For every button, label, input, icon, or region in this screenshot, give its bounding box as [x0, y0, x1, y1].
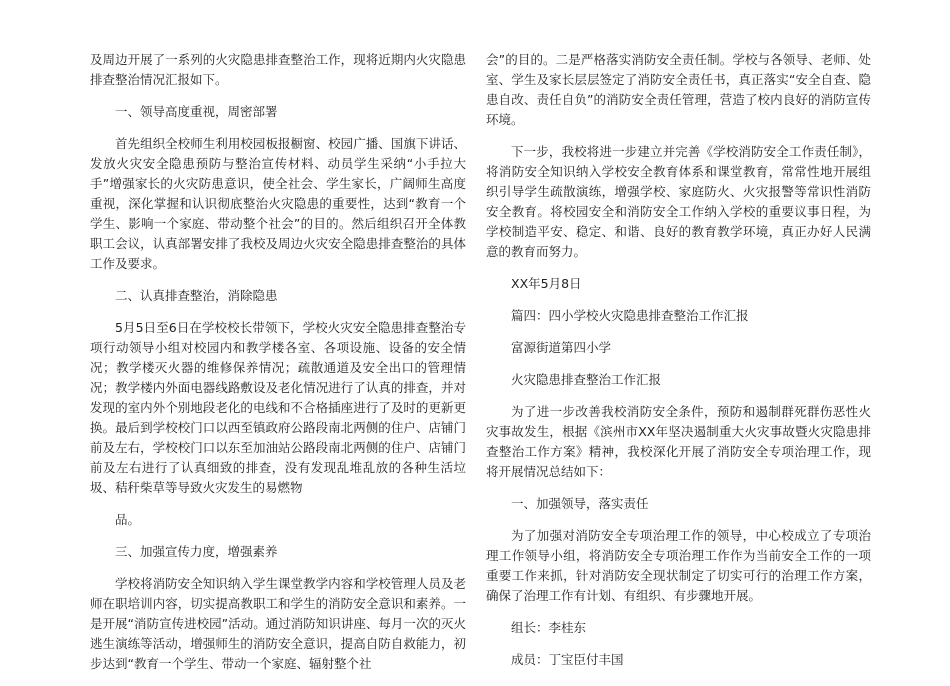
paragraph: 学校将消防安全知识纳入学生课堂教学内容和学校管理人员及老师在职培训内容，切实提高教职工和学生的消防安全意识和素养。一是开展“消防宣传进校园”活动。通过消防知识讲座、每月一次的灭火逃生演练等活动，增强师生的消防安全意识，提高自防自救能力，初步达到“教育一个学生、带动一个家庭、辐射整个社 [90, 576, 466, 671]
paragraph: 为了进一步改善我校消防安全条件，预防和遏制群死群伤恶性火灾事故发生，根据《滨州市XX年坚决遏制重大火灾事故暨火灾隐患排查整治工作方案》精神，我校深化开展了消防安全专项治理工作，现将开展情况总结如下： [486, 404, 871, 479]
section-heading: 三、加强宣传力度，增强素养 [115, 544, 278, 559]
section-heading: 二、认真排查整治，消除隐患 [115, 288, 278, 303]
paragraph: 及周边开展了一系列的火灾隐患排查整治工作，现将近期内火灾隐患排查整治情况汇报如下。 [90, 52, 466, 87]
paragraph: 会”的目的。二是严格落实消防安全责任制。学校与各领导、老师、处室、学生及家长层层签定了消防安全责任书，真正落实“安全自查、隐患自改、责任自负”的消防安全责任管理，营造了校内良好的消防宣传环境。 [486, 52, 871, 127]
group-leader-line: 组长：李桂东 [511, 620, 587, 635]
paragraph: 5月5日至6日在学校校长带领下，学校火灾安全隐患排查整治专项行动领导小组对校园内和教学楼各室、各项设施、设备的安全情况；教学楼灭火器的维修保养情况；疏散通道及安全出口的管理情况；教学楼内外面电器线路敷设及老化情况进行了认真的排查，并对发现的室内外个别地段老化的电线和不合格插座进行了及时的更新更换。最后到学校校门口以西至镇政府公路段南北两侧的住户、店铺门前及左右，学校校门口以东至加油站公路段南北两侧的住户、店铺门前及左右进行了认真细致的排查，没有发现乱堆乱放的各种生活垃圾、秸秆柴草等导致火灾发生的易燃物 [90, 320, 466, 495]
paragraph: 下一步，我校将进一步建立并完善《学校消防安全工作责任制》，将消防安全知识纳入学校安全教育体系和课堂教育，常常性地开展组织引导学生疏散演练，增强学校、家庭防火、火灾报警等常识性消防安全教育。将校园安全和消防安全工作纳入学校的重要议事日程，为学校制造平安、稳定、和谐、良好的教育教学环境，真正办好人民满意的教育而努力。 [486, 144, 871, 259]
date-line: XX年5月8日 [511, 276, 582, 291]
report-title: 火灾隐患排查整治工作汇报 [511, 372, 662, 387]
section-heading: 一、加强领导，落实责任 [511, 496, 649, 511]
paragraph: 为了加强对消防安全专项治理工作的领导，中心校成立了专项治理工作领导小组，将消防安全专项治理工作作为当前安全工作的一项重要工作来抓，针对消防安全现状制定了切实可行的治理工作方案，确保了治理工作有计划、有组织、有步骤地开展。 [486, 528, 871, 603]
paragraph: 品。 [115, 512, 141, 527]
right-text-column [486, 50, 871, 682]
left-text-column [90, 50, 466, 686]
group-members-line: 成员：丁宝臣付丰国 [511, 652, 624, 667]
article-title: 篇四：四小学校火灾隐患排查整治工作汇报 [511, 308, 749, 323]
school-name: 富源街道第四小学 [511, 340, 612, 355]
section-heading: 一、领导高度重视，周密部署 [115, 104, 278, 119]
paragraph: 首先组织全校师生利用校园板报橱窗、校园广播、国旗下讲话、发放火灾安全隐患预防与整治宣传材料、动员学生采纳“小手拉大手”增强家长的火灾防患意识，使全社会、学生家长，广阔师生高度重视，深化掌握和认识彻底整治火灾隐患的重要性，达到“教育一个学生、影响一个家庭、带动整个社会”的目的。然后组织召开全体教职工会议，认真部署安排了我校及周边火灾安全隐患排查整治的具体工作及要求。 [90, 136, 466, 271]
